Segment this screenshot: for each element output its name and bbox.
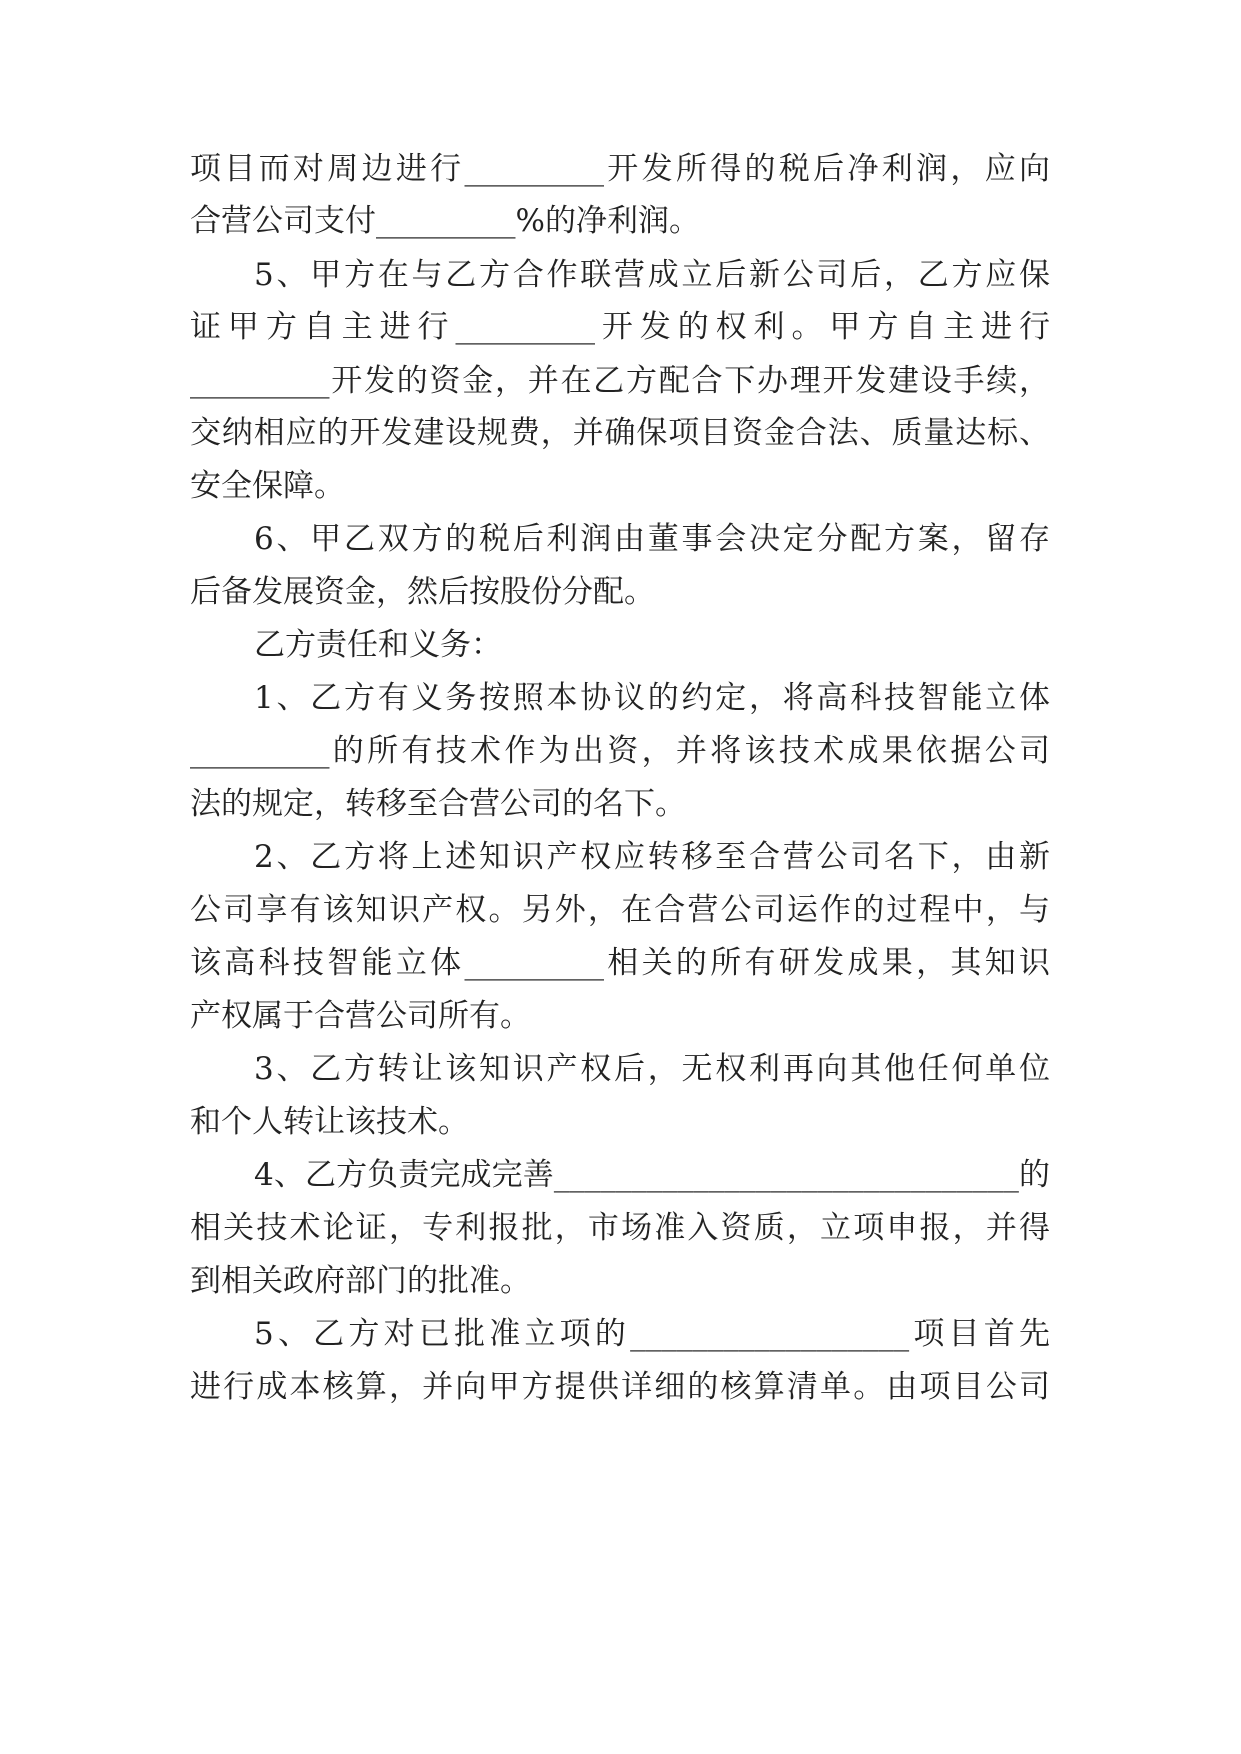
text-line: 1、乙方有义务按照本协议的约定，将高科技智能立体	[254, 680, 1050, 716]
text-line: 进行成本核算，并向甲方提供详细的核算清单。由项目公司	[190, 1369, 1050, 1405]
text-line: 交纳相应的开发建设规费，并确保项目资金合法、质量达标、	[190, 415, 1050, 451]
section-heading: 乙方责任和义务：	[254, 627, 502, 663]
text-line: 6、甲乙双方的税后利润由董事会决定分配方案，留存	[254, 521, 1050, 557]
text-line: 法的规定，转移至合营公司的名下。	[190, 786, 686, 822]
text-line: 4、乙方负责完成完善______________________________的	[254, 1157, 1050, 1193]
text-line: _________的所有技术作为出资，并将该技术成果依据公司	[190, 733, 1050, 769]
text-line: 安全保障。	[190, 468, 345, 504]
text-line: 5、乙方对已批准立项的__________________项目首先	[254, 1316, 1050, 1352]
text-line: 项目而对周边进行_________开发所得的税后净利润，应向	[190, 151, 1050, 187]
text-line: _________开发的资金，并在乙方配合下办理开发建设手续，	[190, 363, 1050, 399]
text-line: 证甲方自主进行_________开发的权利。甲方自主进行	[190, 309, 1050, 345]
text-line: 该高科技智能立体_________相关的所有研发成果，其知识	[190, 945, 1050, 981]
text-line: 3、乙方转让该知识产权后，无权利再向其他任何单位	[254, 1051, 1050, 1087]
text-line: 相关技术论证，专利报批，市场准入资质，立项申报，并得	[190, 1210, 1050, 1246]
text-line: 后备发展资金，然后按股份分配。	[190, 574, 655, 610]
text-line: 5、甲方在与乙方合作联营成立后新公司后，乙方应保	[254, 257, 1050, 293]
text-line: 产权属于合营公司所有。	[190, 998, 531, 1034]
text-line: 合营公司支付_________%的净利润。	[190, 203, 700, 239]
text-line: 和个人转让该技术。	[190, 1104, 469, 1140]
text-line: 2、乙方将上述知识产权应转移至合营公司名下，由新	[254, 839, 1050, 875]
text-line: 公司享有该知识产权。另外，在合营公司运作的过程中，与	[190, 892, 1050, 928]
text-line: 到相关政府部门的批准。	[190, 1263, 531, 1299]
